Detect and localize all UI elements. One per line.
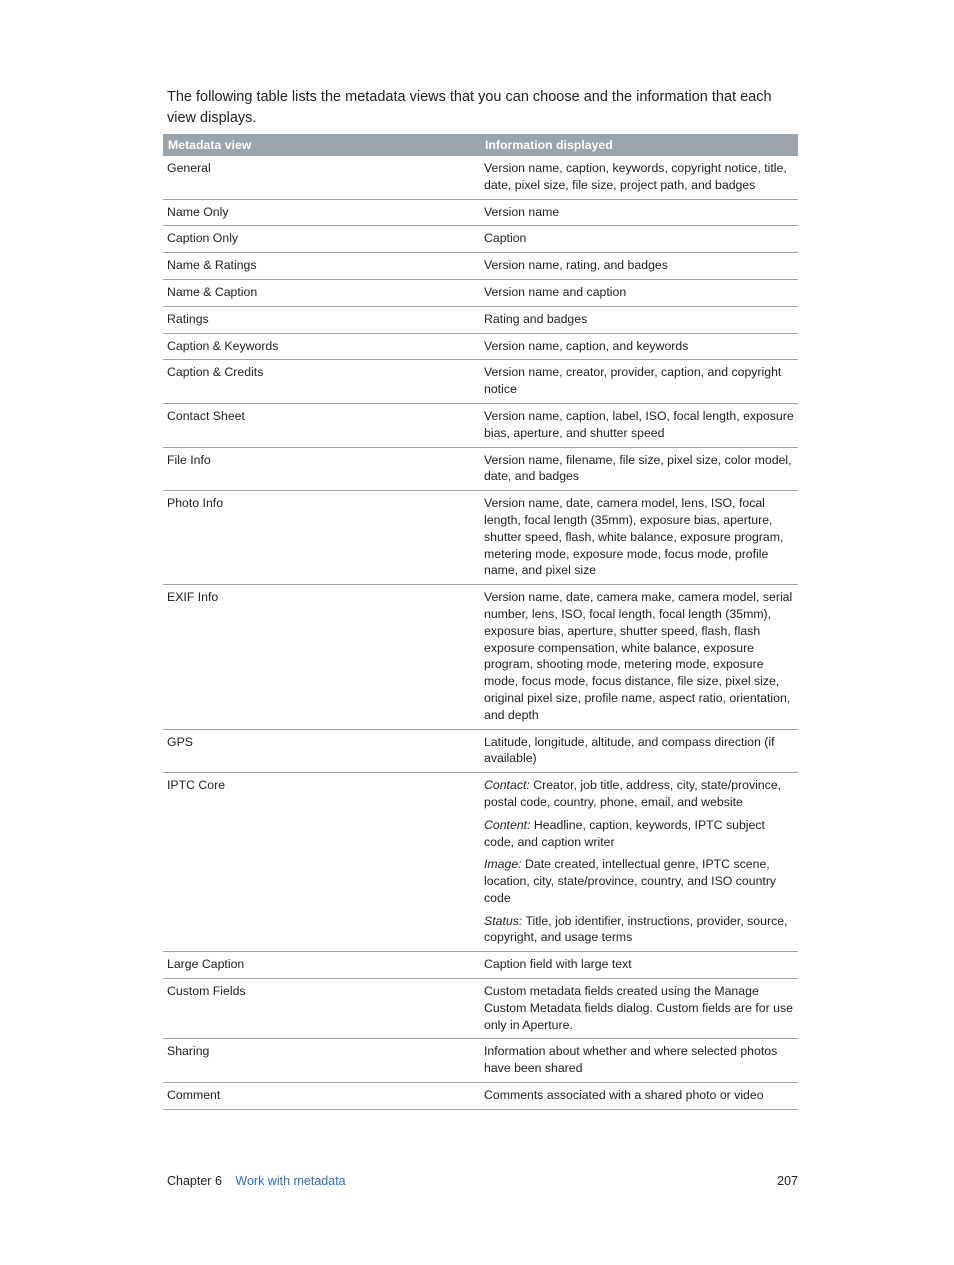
info-text: Comments associated with a shared photo or video (484, 1088, 764, 1103)
table-row (163, 403, 798, 447)
info-label: Image: (484, 857, 522, 872)
info-text: Creator, job title, address, city, state/province, postal code, country, phone, email, and website (484, 778, 782, 809)
metadata-view-cell: Large Caption (163, 952, 480, 979)
table-row (163, 1039, 798, 1083)
table-row (163, 199, 798, 226)
table-row (163, 333, 798, 360)
metadata-view-cell: Contact Sheet (163, 403, 480, 447)
info-paragraph (484, 856, 794, 906)
information-displayed-cell (480, 773, 798, 952)
table-row (163, 306, 798, 333)
info-label: Status: (484, 913, 523, 928)
info-label: Contact: (484, 778, 530, 793)
information-displayed-cell (480, 279, 798, 306)
table-row (163, 226, 798, 253)
info-paragraph (484, 589, 794, 723)
information-displayed-cell (480, 199, 798, 226)
metadata-view-cell: Ratings (163, 306, 480, 333)
info-paragraph (484, 1087, 794, 1104)
metadata-view-cell: Name Only (163, 199, 480, 226)
table-row (163, 360, 798, 404)
table-row (163, 1083, 798, 1110)
table-row (163, 979, 798, 1039)
info-label: Content: (484, 817, 531, 832)
information-displayed-cell (480, 952, 798, 979)
info-text: Version name, date, camera model, lens, ISO, focal length, focal length (35mm), exposure bias, aperture, shutter speed, flash, white balance, exposure program, metering mode, exposure mode, focus mode, profile name, and pixel size (484, 496, 784, 578)
information-displayed-cell (480, 333, 798, 360)
info-text: Rating and badges (484, 311, 588, 326)
metadata-view-cell: Caption & Keywords (163, 333, 480, 360)
info-text: Version name, caption, label, ISO, focal length, exposure bias, aperture, and shutter speed (484, 408, 794, 440)
metadata-view-cell: Caption & Credits (163, 360, 480, 404)
info-paragraph (484, 734, 794, 768)
table-row (163, 279, 798, 306)
info-paragraph (484, 777, 794, 811)
information-displayed-cell (480, 491, 798, 585)
info-text: Version name, filename, file size, pixel size, color model, date, and badges (484, 452, 792, 484)
table-row (163, 729, 798, 773)
metadata-view-cell: General (163, 156, 480, 199)
info-text: Information about whether and where selected photos have been shared (484, 1044, 778, 1076)
footer-chapter: Chapter 6 (167, 1174, 222, 1188)
metadata-view-cell: Comment (163, 1083, 480, 1110)
info-paragraph (484, 160, 794, 194)
info-paragraph (484, 1043, 794, 1077)
information-displayed-cell (480, 306, 798, 333)
header-metadata-view: Metadata view (163, 134, 480, 156)
information-displayed-cell (480, 1083, 798, 1110)
metadata-view-cell: Custom Fields (163, 979, 480, 1039)
info-paragraph (484, 817, 794, 851)
info-paragraph (484, 284, 794, 301)
info-text: Latitude, longitude, altitude, and compass direction (if available) (484, 734, 775, 766)
table-row (163, 952, 798, 979)
table-row (163, 491, 798, 585)
metadata-view-cell: EXIF Info (163, 585, 480, 729)
info-text: Headline, caption, keywords, IPTC subject code, and caption writer (484, 817, 765, 849)
information-displayed-cell (480, 156, 798, 199)
page-footer (167, 1173, 798, 1189)
table-row (163, 773, 798, 952)
info-paragraph (484, 311, 794, 328)
information-displayed-cell (480, 1039, 798, 1083)
info-paragraph (484, 338, 794, 355)
metadata-view-cell: IPTC Core (163, 773, 480, 952)
metadata-view-cell: Caption Only (163, 226, 480, 253)
information-displayed-cell (480, 253, 798, 280)
info-paragraph (484, 364, 794, 398)
information-displayed-cell (480, 403, 798, 447)
metadata-view-cell: Name & Caption (163, 279, 480, 306)
info-text: Caption (484, 231, 527, 246)
info-text: Caption field with large text (484, 957, 632, 972)
info-text: Version name and caption (484, 284, 627, 299)
info-paragraph (484, 257, 794, 274)
metadata-view-cell: Name & Ratings (163, 253, 480, 280)
metadata-view-cell: Photo Info (163, 491, 480, 585)
info-text: Date created, intellectual genre, IPTC scene, location, city, state/province, country, and ISO country code (484, 857, 777, 905)
table-header-row (163, 134, 798, 156)
info-paragraph (484, 230, 794, 247)
metadata-view-cell: File Info (163, 447, 480, 491)
footer-page-number: 207 (777, 1174, 798, 1188)
info-paragraph (484, 408, 794, 442)
information-displayed-cell (480, 226, 798, 253)
metadata-view-cell: Sharing (163, 1039, 480, 1083)
info-text: Version name, caption, keywords, copyright notice, title, date, pixel size, file size, project path, and badges (484, 161, 787, 192)
table-body (163, 156, 798, 1109)
info-text: Version name, caption, and keywords (484, 338, 689, 353)
information-displayed-cell (480, 447, 798, 491)
information-displayed-cell (480, 585, 798, 729)
information-displayed-cell (480, 979, 798, 1039)
info-text: Version name, rating, and badges (484, 258, 668, 273)
info-paragraph (484, 956, 794, 973)
info-text: Version name, date, camera make, camera model, serial number, lens, ISO, focal length, focal length (35mm), exposure bias, aperture, shutter speed, flash, flash exposure compensation, white balance, exposure program, shooting mode, metering mode, exposure mode, focus mode, focus distance, file size, pixel size, original pixel size, profile name, aspect ratio, orientation, and depth (484, 590, 793, 722)
table-row (163, 253, 798, 280)
table-row (163, 585, 798, 729)
metadata-view-cell: GPS (163, 729, 480, 773)
information-displayed-cell (480, 360, 798, 404)
info-paragraph (484, 204, 794, 221)
table-row (163, 447, 798, 491)
info-paragraph (484, 452, 794, 486)
header-information-displayed: Information displayed (480, 134, 798, 156)
metadata-views-table (163, 134, 798, 1110)
footer-chapter-title-link[interactable]: Work with metadata (235, 1174, 346, 1188)
info-text: Version name (484, 204, 560, 219)
info-text: Custom metadata fields created using the Manage Custom Metadata fields dialog. Custom fields are for use only in Aperture. (484, 984, 793, 1032)
table-row (163, 156, 798, 199)
intro-paragraph: The following table lists the metadata views that you can choose and the information that each view displays. (167, 88, 772, 126)
info-paragraph (484, 913, 794, 947)
info-text: Version name, creator, provider, caption, and copyright notice (484, 365, 782, 397)
info-text: Title, job identifier, instructions, provider, source, copyright, and usage terms (484, 913, 788, 945)
information-displayed-cell (480, 729, 798, 773)
info-paragraph (484, 983, 794, 1033)
info-paragraph (484, 495, 794, 579)
